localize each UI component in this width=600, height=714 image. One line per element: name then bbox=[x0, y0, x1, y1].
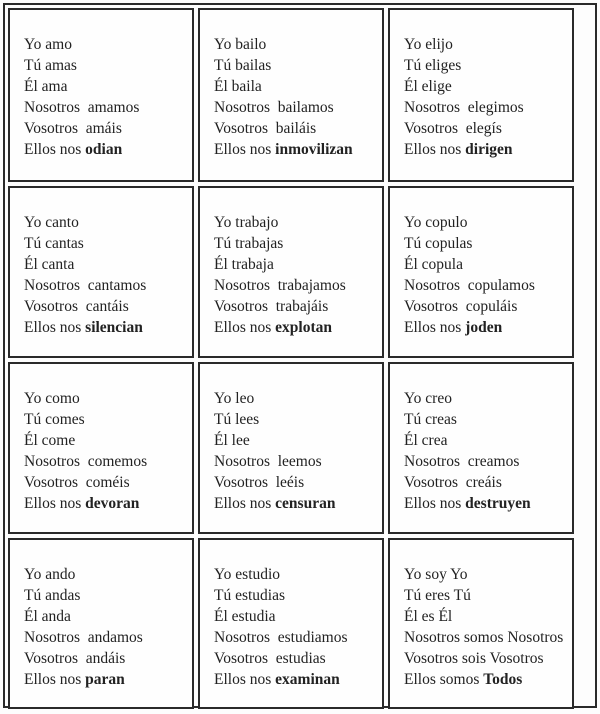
final-verb: destruyen bbox=[465, 495, 531, 512]
subject: Tú bbox=[214, 57, 232, 74]
subject: Él bbox=[24, 256, 38, 273]
conjugation-grid bbox=[3, 3, 597, 708]
conjugation-cell bbox=[198, 362, 384, 534]
final-lead: Ellos nos bbox=[214, 495, 272, 512]
verb-form: estudias bbox=[235, 587, 286, 604]
subject: Nosotros bbox=[24, 629, 80, 646]
verb-form: copulo bbox=[425, 214, 468, 231]
verb-form: estudias bbox=[275, 650, 326, 667]
conjugation-line bbox=[24, 430, 192, 451]
conjugation-line bbox=[404, 430, 572, 451]
subject: Tú bbox=[404, 57, 422, 74]
subject: Nosotros bbox=[214, 277, 270, 294]
subject: Tú bbox=[24, 587, 42, 604]
final-lead: Ellos nos bbox=[24, 141, 82, 158]
verb-form: anda bbox=[41, 608, 71, 625]
subject: Tú bbox=[24, 57, 42, 74]
verb-form: estudia bbox=[231, 608, 276, 625]
subject: Vosotros bbox=[24, 474, 78, 491]
verb-form: andáis bbox=[85, 650, 126, 667]
subject: Vosotros bbox=[404, 474, 458, 491]
conjugation-line bbox=[214, 409, 382, 430]
conjugation-line bbox=[404, 564, 572, 585]
subject: Tú bbox=[24, 411, 42, 428]
conjugation-line bbox=[24, 34, 192, 55]
conjugation-line bbox=[24, 627, 192, 648]
conjugation-line bbox=[404, 409, 572, 430]
subject: Tú bbox=[214, 587, 232, 604]
conjugation-line bbox=[214, 76, 382, 97]
verb-form: bailáis bbox=[275, 120, 317, 137]
verb-form: trabajáis bbox=[275, 298, 329, 315]
verb-form: creamos bbox=[467, 453, 520, 470]
verb-form: es Él bbox=[421, 608, 453, 625]
subject: Vosotros bbox=[214, 474, 268, 491]
conjugation-line bbox=[24, 254, 192, 275]
subject: Vosotros bbox=[214, 650, 268, 667]
conjugation-line bbox=[404, 296, 572, 317]
final-lead: Ellos nos bbox=[404, 319, 462, 336]
conjugation-line bbox=[214, 472, 382, 493]
verb-form: bailas bbox=[235, 57, 272, 74]
verb-form: sois Vosotros bbox=[461, 650, 544, 667]
verb-form: bailo bbox=[235, 36, 267, 53]
verb-form: eres Tú bbox=[425, 587, 471, 604]
subject: Vosotros bbox=[24, 120, 78, 137]
verb-form: andas bbox=[45, 587, 81, 604]
conjugation-line bbox=[214, 97, 382, 118]
subject: Yo bbox=[214, 36, 232, 53]
subject: Vosotros bbox=[214, 120, 268, 137]
subject: Tú bbox=[404, 235, 422, 252]
verb-form: amas bbox=[45, 57, 77, 74]
subject: Nosotros bbox=[24, 277, 80, 294]
conjugation-cell bbox=[8, 362, 194, 534]
verb-form: canta bbox=[41, 256, 75, 273]
final-verb: joden bbox=[465, 319, 503, 336]
conjugation-cell bbox=[388, 362, 574, 534]
subject: Yo bbox=[24, 214, 42, 231]
verb-form: cantamos bbox=[87, 277, 147, 294]
subject: Vosotros bbox=[404, 650, 458, 667]
final-line bbox=[24, 669, 192, 690]
conjugation-line bbox=[404, 606, 572, 627]
conjugation-line bbox=[214, 451, 382, 472]
verb-form: ama bbox=[41, 78, 68, 95]
conjugation-line bbox=[214, 564, 382, 585]
final-line bbox=[214, 493, 382, 514]
conjugation-line bbox=[24, 451, 192, 472]
subject: Él bbox=[214, 256, 228, 273]
final-line bbox=[24, 317, 192, 338]
subject: Nosotros bbox=[24, 453, 80, 470]
verb-form: ando bbox=[45, 566, 76, 583]
final-line bbox=[24, 139, 192, 160]
conjugation-line bbox=[214, 34, 382, 55]
final-lead: Ellos nos bbox=[214, 671, 272, 688]
conjugation-line bbox=[404, 472, 572, 493]
conjugation-line bbox=[24, 212, 192, 233]
subject: Vosotros bbox=[24, 298, 78, 315]
conjugation-cell bbox=[8, 186, 194, 358]
final-lead: Ellos nos bbox=[404, 141, 462, 158]
verb-form: lee bbox=[231, 432, 250, 449]
verb-form: eliges bbox=[425, 57, 462, 74]
subject: Vosotros bbox=[214, 298, 268, 315]
subject: Tú bbox=[404, 587, 422, 604]
conjugation-cell bbox=[388, 186, 574, 358]
final-verb: censuran bbox=[275, 495, 336, 512]
conjugation-line bbox=[404, 76, 572, 97]
conjugation-line bbox=[24, 76, 192, 97]
verb-form: estudiamos bbox=[277, 629, 348, 646]
conjugation-line bbox=[404, 388, 572, 409]
conjugation-line bbox=[24, 564, 192, 585]
final-verb: examinan bbox=[275, 671, 340, 688]
subject: Nosotros bbox=[24, 99, 80, 116]
conjugation-line bbox=[214, 254, 382, 275]
subject: Yo bbox=[214, 214, 232, 231]
subject: Él bbox=[214, 608, 228, 625]
conjugation-line bbox=[24, 388, 192, 409]
conjugation-line bbox=[404, 34, 572, 55]
final-lead: Ellos nos bbox=[214, 141, 272, 158]
final-line bbox=[404, 317, 572, 338]
conjugation-line bbox=[214, 296, 382, 317]
conjugation-cell bbox=[198, 538, 384, 709]
conjugation-line bbox=[404, 118, 572, 139]
verb-form: comemos bbox=[87, 453, 148, 470]
conjugation-line bbox=[24, 648, 192, 669]
conjugation-line bbox=[404, 254, 572, 275]
verb-form: creo bbox=[425, 390, 452, 407]
subject: Vosotros bbox=[404, 298, 458, 315]
conjugation-line bbox=[404, 451, 572, 472]
subject: Tú bbox=[214, 235, 232, 252]
verb-form: trabaja bbox=[231, 256, 274, 273]
verb-form: crea bbox=[421, 432, 448, 449]
verb-form: canto bbox=[45, 214, 79, 231]
verb-form: creas bbox=[425, 411, 457, 428]
subject: Él bbox=[404, 256, 418, 273]
verb-form: copuláis bbox=[465, 298, 518, 315]
subject: Él bbox=[24, 608, 38, 625]
verb-form: copulas bbox=[425, 235, 473, 252]
conjugation-line bbox=[214, 118, 382, 139]
verb-form: leéis bbox=[275, 474, 305, 491]
conjugation-cell bbox=[198, 186, 384, 358]
conjugation-line bbox=[24, 585, 192, 606]
conjugation-line bbox=[404, 585, 572, 606]
final-verb: explotan bbox=[275, 319, 332, 336]
subject: Tú bbox=[404, 411, 422, 428]
verb-form: elige bbox=[421, 78, 452, 95]
subject: Yo bbox=[24, 390, 42, 407]
verb-form: coméis bbox=[85, 474, 130, 491]
subject: Él bbox=[24, 78, 38, 95]
subject: Yo bbox=[214, 566, 232, 583]
verb-form: leo bbox=[235, 390, 255, 407]
verb-form: bailamos bbox=[277, 99, 334, 116]
verb-form: elegimos bbox=[467, 99, 524, 116]
final-line bbox=[214, 317, 382, 338]
verb-form: comes bbox=[45, 411, 85, 428]
conjugation-line bbox=[24, 606, 192, 627]
conjugation-line bbox=[214, 212, 382, 233]
subject: Nosotros bbox=[404, 453, 460, 470]
conjugation-line bbox=[404, 627, 572, 648]
conjugation-line bbox=[24, 296, 192, 317]
subject: Nosotros bbox=[404, 629, 460, 646]
verb-form: trabajas bbox=[235, 235, 284, 252]
conjugation-line bbox=[214, 388, 382, 409]
conjugation-line bbox=[404, 233, 572, 254]
subject: Nosotros bbox=[404, 277, 460, 294]
final-lead: Ellos nos bbox=[24, 495, 82, 512]
verb-form: leemos bbox=[277, 453, 322, 470]
subject: Vosotros bbox=[404, 120, 458, 137]
conjugation-line bbox=[214, 233, 382, 254]
final-lead: Ellos somos bbox=[404, 671, 480, 688]
conjugation-line bbox=[214, 627, 382, 648]
subject: Yo bbox=[24, 566, 42, 583]
final-lead: Ellos nos bbox=[214, 319, 272, 336]
subject: Nosotros bbox=[214, 453, 270, 470]
subject: Nosotros bbox=[404, 99, 460, 116]
conjugation-line bbox=[24, 97, 192, 118]
final-verb: devoran bbox=[85, 495, 140, 512]
final-line bbox=[214, 669, 382, 690]
final-verb: dirigen bbox=[465, 141, 513, 158]
subject: Él bbox=[404, 78, 418, 95]
verb-form: soy Yo bbox=[425, 566, 468, 583]
final-lead: Ellos nos bbox=[24, 671, 82, 688]
subject: Él bbox=[404, 608, 418, 625]
conjugation-line bbox=[214, 648, 382, 669]
final-verb: Todos bbox=[483, 671, 523, 688]
subject: Él bbox=[404, 432, 418, 449]
conjugation-line bbox=[404, 275, 572, 296]
subject: Nosotros bbox=[214, 629, 270, 646]
subject: Yo bbox=[404, 566, 422, 583]
subject: Tú bbox=[214, 411, 232, 428]
verb-form: elijo bbox=[425, 36, 453, 53]
final-line bbox=[214, 139, 382, 160]
final-line bbox=[404, 493, 572, 514]
conjugation-line bbox=[24, 55, 192, 76]
subject: Él bbox=[214, 78, 228, 95]
final-line bbox=[24, 493, 192, 514]
verb-form: copula bbox=[421, 256, 463, 273]
verb-form: baila bbox=[231, 78, 262, 95]
conjugation-cell bbox=[388, 8, 574, 182]
conjugation-line bbox=[404, 55, 572, 76]
subject: Yo bbox=[214, 390, 232, 407]
subject: Yo bbox=[404, 390, 422, 407]
conjugation-line bbox=[214, 585, 382, 606]
conjugation-line bbox=[24, 118, 192, 139]
subject: Él bbox=[24, 432, 38, 449]
conjugation-cell bbox=[388, 538, 574, 709]
conjugation-line bbox=[214, 55, 382, 76]
verb-form: come bbox=[41, 432, 76, 449]
verb-form: somos Nosotros bbox=[463, 629, 564, 646]
conjugation-line bbox=[404, 97, 572, 118]
verb-form: cantáis bbox=[85, 298, 129, 315]
final-verb: silencian bbox=[85, 319, 143, 336]
subject: Yo bbox=[404, 214, 422, 231]
conjugation-cell bbox=[8, 8, 194, 182]
conjugation-line bbox=[214, 430, 382, 451]
verb-form: andamos bbox=[87, 629, 143, 646]
subject: Yo bbox=[24, 36, 42, 53]
verb-form: amáis bbox=[85, 120, 122, 137]
final-lead: Ellos nos bbox=[404, 495, 462, 512]
final-lead: Ellos nos bbox=[24, 319, 82, 336]
verb-form: lees bbox=[235, 411, 260, 428]
final-line bbox=[404, 139, 572, 160]
conjugation-cell bbox=[8, 538, 194, 709]
verb-form: creáis bbox=[465, 474, 502, 491]
final-verb: paran bbox=[85, 671, 125, 688]
conjugation-line bbox=[404, 212, 572, 233]
verb-form: amamos bbox=[87, 99, 140, 116]
subject: Nosotros bbox=[214, 99, 270, 116]
conjugation-line bbox=[24, 472, 192, 493]
conjugation-line bbox=[24, 233, 192, 254]
conjugation-line bbox=[404, 648, 572, 669]
conjugation-line bbox=[24, 275, 192, 296]
verb-form: trabajamos bbox=[277, 277, 346, 294]
verb-form: amo bbox=[45, 36, 72, 53]
verb-form: estudio bbox=[235, 566, 281, 583]
conjugation-cell bbox=[198, 8, 384, 182]
verb-form: trabajo bbox=[235, 214, 279, 231]
conjugation-line bbox=[214, 606, 382, 627]
final-verb: odian bbox=[85, 141, 123, 158]
subject: Yo bbox=[404, 36, 422, 53]
verb-form: como bbox=[45, 390, 80, 407]
subject: Él bbox=[214, 432, 228, 449]
final-line bbox=[404, 669, 572, 690]
verb-form: elegís bbox=[465, 120, 502, 137]
verb-form: copulamos bbox=[467, 277, 535, 294]
verb-form: cantas bbox=[45, 235, 84, 252]
final-verb: inmovilizan bbox=[275, 141, 353, 158]
subject: Tú bbox=[24, 235, 42, 252]
subject: Vosotros bbox=[24, 650, 78, 667]
conjugation-line bbox=[214, 275, 382, 296]
conjugation-line bbox=[24, 409, 192, 430]
